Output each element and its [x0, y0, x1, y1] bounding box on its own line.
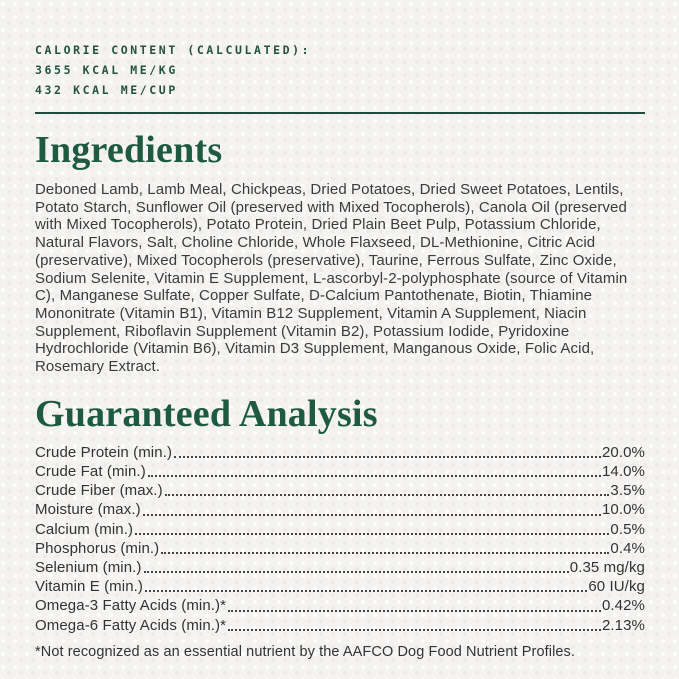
- analysis-row: [35, 520, 645, 539]
- divider-line: [35, 112, 645, 114]
- analysis-row-label: Crude Protein (min.): [35, 443, 173, 461]
- dot-leader: [174, 456, 601, 458]
- analysis-row: [35, 577, 645, 596]
- analysis-row: [35, 462, 645, 481]
- analysis-row-label: Moisture (max.): [35, 501, 141, 519]
- analysis-row-value: 10.0%: [601, 501, 645, 519]
- ingredients-paragraph: Deboned Lamb, Lamb Meal, Chickpeas, Dried Potatoes, Dried Sweet Potatoes, Lentils, Potato Starch, Sunflower Oil (preserved with Mixed Tocopherols), Canola Oil (preserved with Mixed Tocopherols), Potato Protein, Dried Plain Beet Pulp, Potassium Chloride, Natural Flavors, Salt, Choline Chloride, Whole Flaxseed, DL-Methionine, Citric Acid (preservative), Mixed Tocopherols (preservative), Taurine, Ferrous Sulfate, Zinc Oxide, Sodium Selenite, Vitamin E Supplement, L-ascorbyl-2-polyphosphate (source of Vitamin C), Manganese Sulfate, Copper Sulfate, D-Calcium Pantothenate, Biotin, Thiamine Mononitrate (Vitamin B1), Vitamin B12 Supplement, Vitamin A Supplement, Niacin Supplement, Riboflavin Supplement (Vitamin B2), Potassium Iodide, Pyridoxine Hydrochloride (Vitamin B6), Vitamin D3 Supplement, Manganous Oxide, Folic Acid, Rosemary Extract.: [35, 181, 628, 376]
- calorie-kcal-per-kg: 3655 KCAL ME/KG: [35, 63, 178, 77]
- analysis-row: [35, 481, 645, 500]
- analysis-row-value: 14.0%: [601, 462, 645, 480]
- dot-leader: [165, 494, 610, 496]
- analysis-row: [35, 616, 645, 635]
- analysis-table: [35, 443, 645, 635]
- analysis-row-label: Selenium (min.): [35, 558, 142, 576]
- calorie-content-title: CALORIE CONTENT (CALCULATED):: [35, 43, 312, 57]
- analysis-row-label: Omega-6 Fatty Acids (min.)*: [35, 616, 227, 634]
- analysis-row-label: Vitamin E (min.): [35, 578, 144, 596]
- analysis-row-value: 60 IU/kg: [588, 578, 645, 596]
- analysis-row-label: Crude Fat (min.): [35, 462, 146, 480]
- analysis-row: [35, 500, 645, 519]
- ingredients-heading: Ingredients: [35, 129, 223, 171]
- analysis-row-label: Calcium (min.): [35, 520, 134, 538]
- dot-leader: [228, 610, 601, 612]
- guaranteed-analysis-heading: Guaranteed Analysis: [35, 392, 378, 435]
- analysis-row-value: 0.35 mg/kg: [569, 558, 645, 576]
- analysis-row: [35, 558, 645, 577]
- analysis-row-value: 2.13%: [601, 616, 645, 634]
- dot-leader: [228, 629, 601, 631]
- analysis-row: [35, 539, 645, 558]
- dot-leader: [145, 590, 587, 592]
- analysis-row: [35, 596, 645, 615]
- analysis-row-label: Phosphorus (min.): [35, 539, 160, 557]
- analysis-row-value: 0.4%: [610, 539, 645, 557]
- dot-leader: [144, 571, 569, 573]
- dot-leader: [143, 514, 601, 516]
- dot-leader: [135, 533, 609, 535]
- analysis-row-label: Omega-3 Fatty Acids (min.)*: [35, 597, 227, 615]
- analysis-row-label: Crude Fiber (max.): [35, 482, 163, 500]
- dot-leader: [161, 552, 609, 554]
- analysis-row-value: 0.5%: [610, 520, 645, 538]
- analysis-row-value: 3.5%: [610, 482, 645, 500]
- analysis-row: [35, 443, 645, 462]
- analysis-row-value: 20.0%: [601, 443, 645, 461]
- calorie-kcal-per-cup: 432 KCAL ME/CUP: [35, 83, 178, 97]
- dot-leader: [148, 475, 601, 477]
- calorie-content-block: [35, 40, 645, 100]
- analysis-row-value: 0.42%: [601, 597, 645, 615]
- aafco-footnote: *Not recognized as an essential nutrient by the AAFCO Dog Food Nutrient Profiles.: [35, 643, 576, 660]
